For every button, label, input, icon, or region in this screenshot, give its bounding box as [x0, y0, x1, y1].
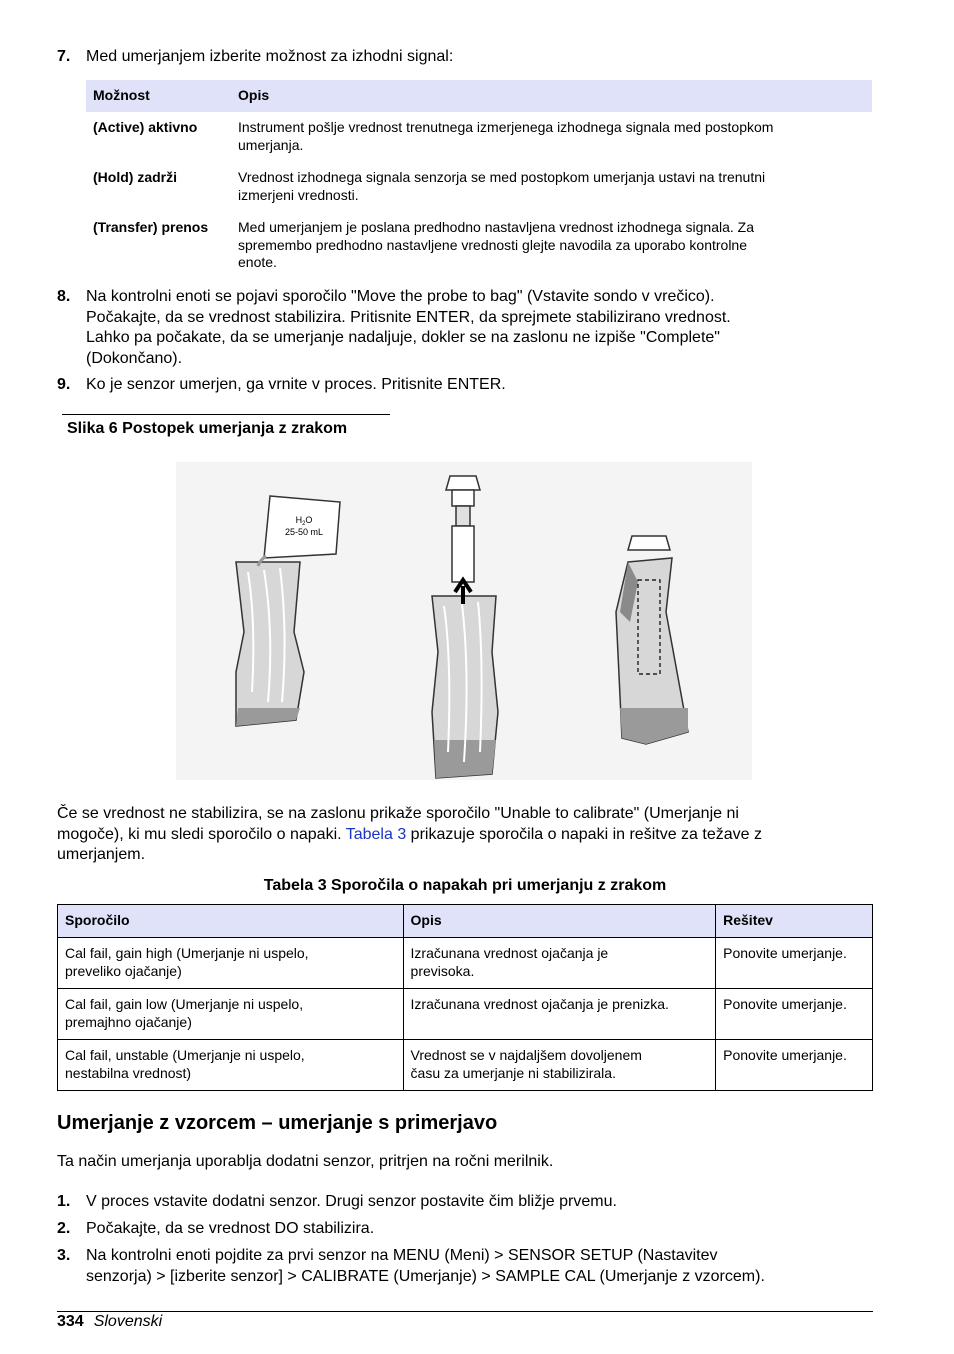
probe-body	[452, 526, 474, 582]
line: spremembo predhodno nastavljene vrednosti glejte navodila za uporabo kontrolne	[238, 236, 747, 253]
header-description: Opis	[403, 905, 716, 938]
cell-message: Cal fail, unstable (Umerjanje ni uspelo, nestabilna vrednost)	[58, 1040, 404, 1091]
option-table-header	[86, 80, 872, 112]
figure-rule	[62, 414, 390, 415]
table-row	[58, 989, 873, 1040]
probe-neck	[456, 506, 470, 526]
table-caption: Tabela 3 Sporočila o napakah pri umerjanju z zrakom	[263, 877, 667, 894]
option-description	[238, 169, 858, 204]
line: Na kontrolni enoti pojdite za prvi senzor na MENU (Meni) > SENSOR SETUP (Nastavitev	[86, 1247, 718, 1264]
section-heading: Umerjanje z vzorcem – umerjanje s primerjavo	[57, 1112, 498, 1134]
line: Med umerjanjem je poslana predhodno nastavljena vrednost izhodnega signala. Za	[238, 219, 754, 235]
step-text: Med umerjanjem izberite možnost za izhodni signal:	[86, 48, 454, 65]
line: umerjanja.	[238, 136, 304, 153]
line: Če se vrednost ne stabilizira, se na zaslonu prikaže sporočilo "Unable to calibrate" (Umerjanje ni	[57, 805, 739, 822]
step-number: 3.	[57, 1247, 71, 1264]
air-calibration-illustration	[176, 462, 752, 780]
step-number: 8.	[57, 288, 71, 305]
header-solution: Rešitev	[716, 905, 873, 938]
step-number: 7.	[57, 48, 71, 65]
line: izmerjeni vrednosti.	[238, 186, 359, 203]
line	[57, 825, 762, 846]
beaker-label: $H_2O$	[295, 515, 313, 527]
line: enote.	[238, 254, 277, 270]
table-row	[58, 1040, 873, 1091]
step-text: Ko je senzor umerjen, ga vrnite v proces. Pritisnite ENTER.	[86, 376, 506, 393]
line: senzorja) > [izberite senzor] > CALIBRATE (Umerjanje) > SAMPLE CAL (Umerjanje z vzorcem).	[86, 1267, 765, 1285]
option-table	[86, 80, 872, 270]
step-text	[86, 287, 731, 369]
line: (Dokončano).	[86, 349, 183, 367]
table-header-row	[58, 905, 873, 938]
section-intro: Ta način umerjanja uporablja dodatni senzor, pritrjen na ročni merilnik.	[57, 1153, 554, 1170]
cell-solution: Ponovite umerjanje.	[716, 938, 873, 989]
page-footer	[57, 1313, 162, 1331]
header-message: Sporočilo	[58, 905, 404, 938]
cell-description: Izračunana vrednost ojačanja je previsoka.	[403, 938, 716, 989]
cell-message: Cal fail, gain low (Umerjanje ni uspelo, premajhno ojačanje)	[58, 989, 404, 1040]
option-key: (Transfer) prenos	[93, 219, 209, 235]
error-paragraph	[57, 804, 762, 866]
cell-message: Cal fail, gain high (Umerjanje ni uspelo, preveliko ojačanje)	[58, 938, 404, 989]
option-row-hold	[86, 169, 872, 213]
line: umerjanjem.	[57, 846, 146, 863]
footer-rule	[57, 1311, 873, 1312]
option-row-transfer	[86, 219, 872, 275]
option-description	[238, 219, 858, 272]
step-number: 2.	[57, 1220, 71, 1237]
text: mogoče), ki mu sledi sporočilo o napaki.	[57, 825, 346, 843]
line: Lahko pa počakate, da se umerjanje nadaljuje, dokler se na zaslonu ne izpiše "Complete"	[86, 329, 720, 346]
line: Vrednost izhodnega signala senzorja se med postopkom umerjanja ustavi na trenutni	[238, 169, 766, 185]
error-table	[57, 904, 873, 1091]
figure-caption: Slika 6 Postopek umerjanja z zrakom	[67, 420, 348, 437]
step-number: 9.	[57, 376, 71, 393]
header-option: Možnost	[93, 87, 150, 103]
footer-language: Slovenski	[93, 1313, 163, 1330]
cell-description: Izračunana vrednost ojačanja je prenizka.	[403, 989, 716, 1040]
text: prikazuje sporočila o napaki in rešitve za težave z	[406, 825, 762, 843]
probe-connector	[452, 490, 474, 506]
cell-description: Vrednost se v najdaljšem dovoljenem času za umerjanje ni stabilizirala.	[403, 1040, 716, 1091]
page-number: 334	[57, 1313, 84, 1330]
line: Na kontrolni enoti se pojavi sporočilo "Move the probe to bag" (Vstavite sondo v vrečico).	[86, 288, 715, 305]
step-number: 1.	[57, 1193, 71, 1210]
header-description: Opis	[238, 87, 270, 103]
beaker-volume: 25-50 mL	[284, 527, 324, 537]
line: Instrument pošlje vrednost trenutnega izmerjenega izhodnega signala med postopkom	[238, 119, 774, 135]
step-text	[86, 1246, 765, 1287]
cell-solution: Ponovite umerjanje.	[716, 1040, 873, 1091]
table-3-link[interactable]: Tabela 3	[345, 825, 407, 843]
step-text: Počakajte, da se vrednost DO stabilizira.	[86, 1220, 375, 1237]
table-row	[58, 938, 873, 989]
option-row-active	[86, 119, 872, 163]
step-text: V proces vstavite dodatni senzor. Drugi senzor postavite čim bližje prvemu.	[86, 1193, 617, 1210]
probe-cap	[446, 476, 480, 490]
option-key: (Active) aktivno	[93, 119, 198, 135]
option-key: (Hold) zadrži	[93, 169, 177, 185]
probe-cap	[628, 536, 670, 550]
option-description	[238, 119, 858, 154]
line: Počakajte, da se vrednost stabilizira. Pritisnite ENTER, da sprejmete stabilizirano vrednost.	[86, 308, 731, 326]
cell-solution: Ponovite umerjanje.	[716, 989, 873, 1040]
